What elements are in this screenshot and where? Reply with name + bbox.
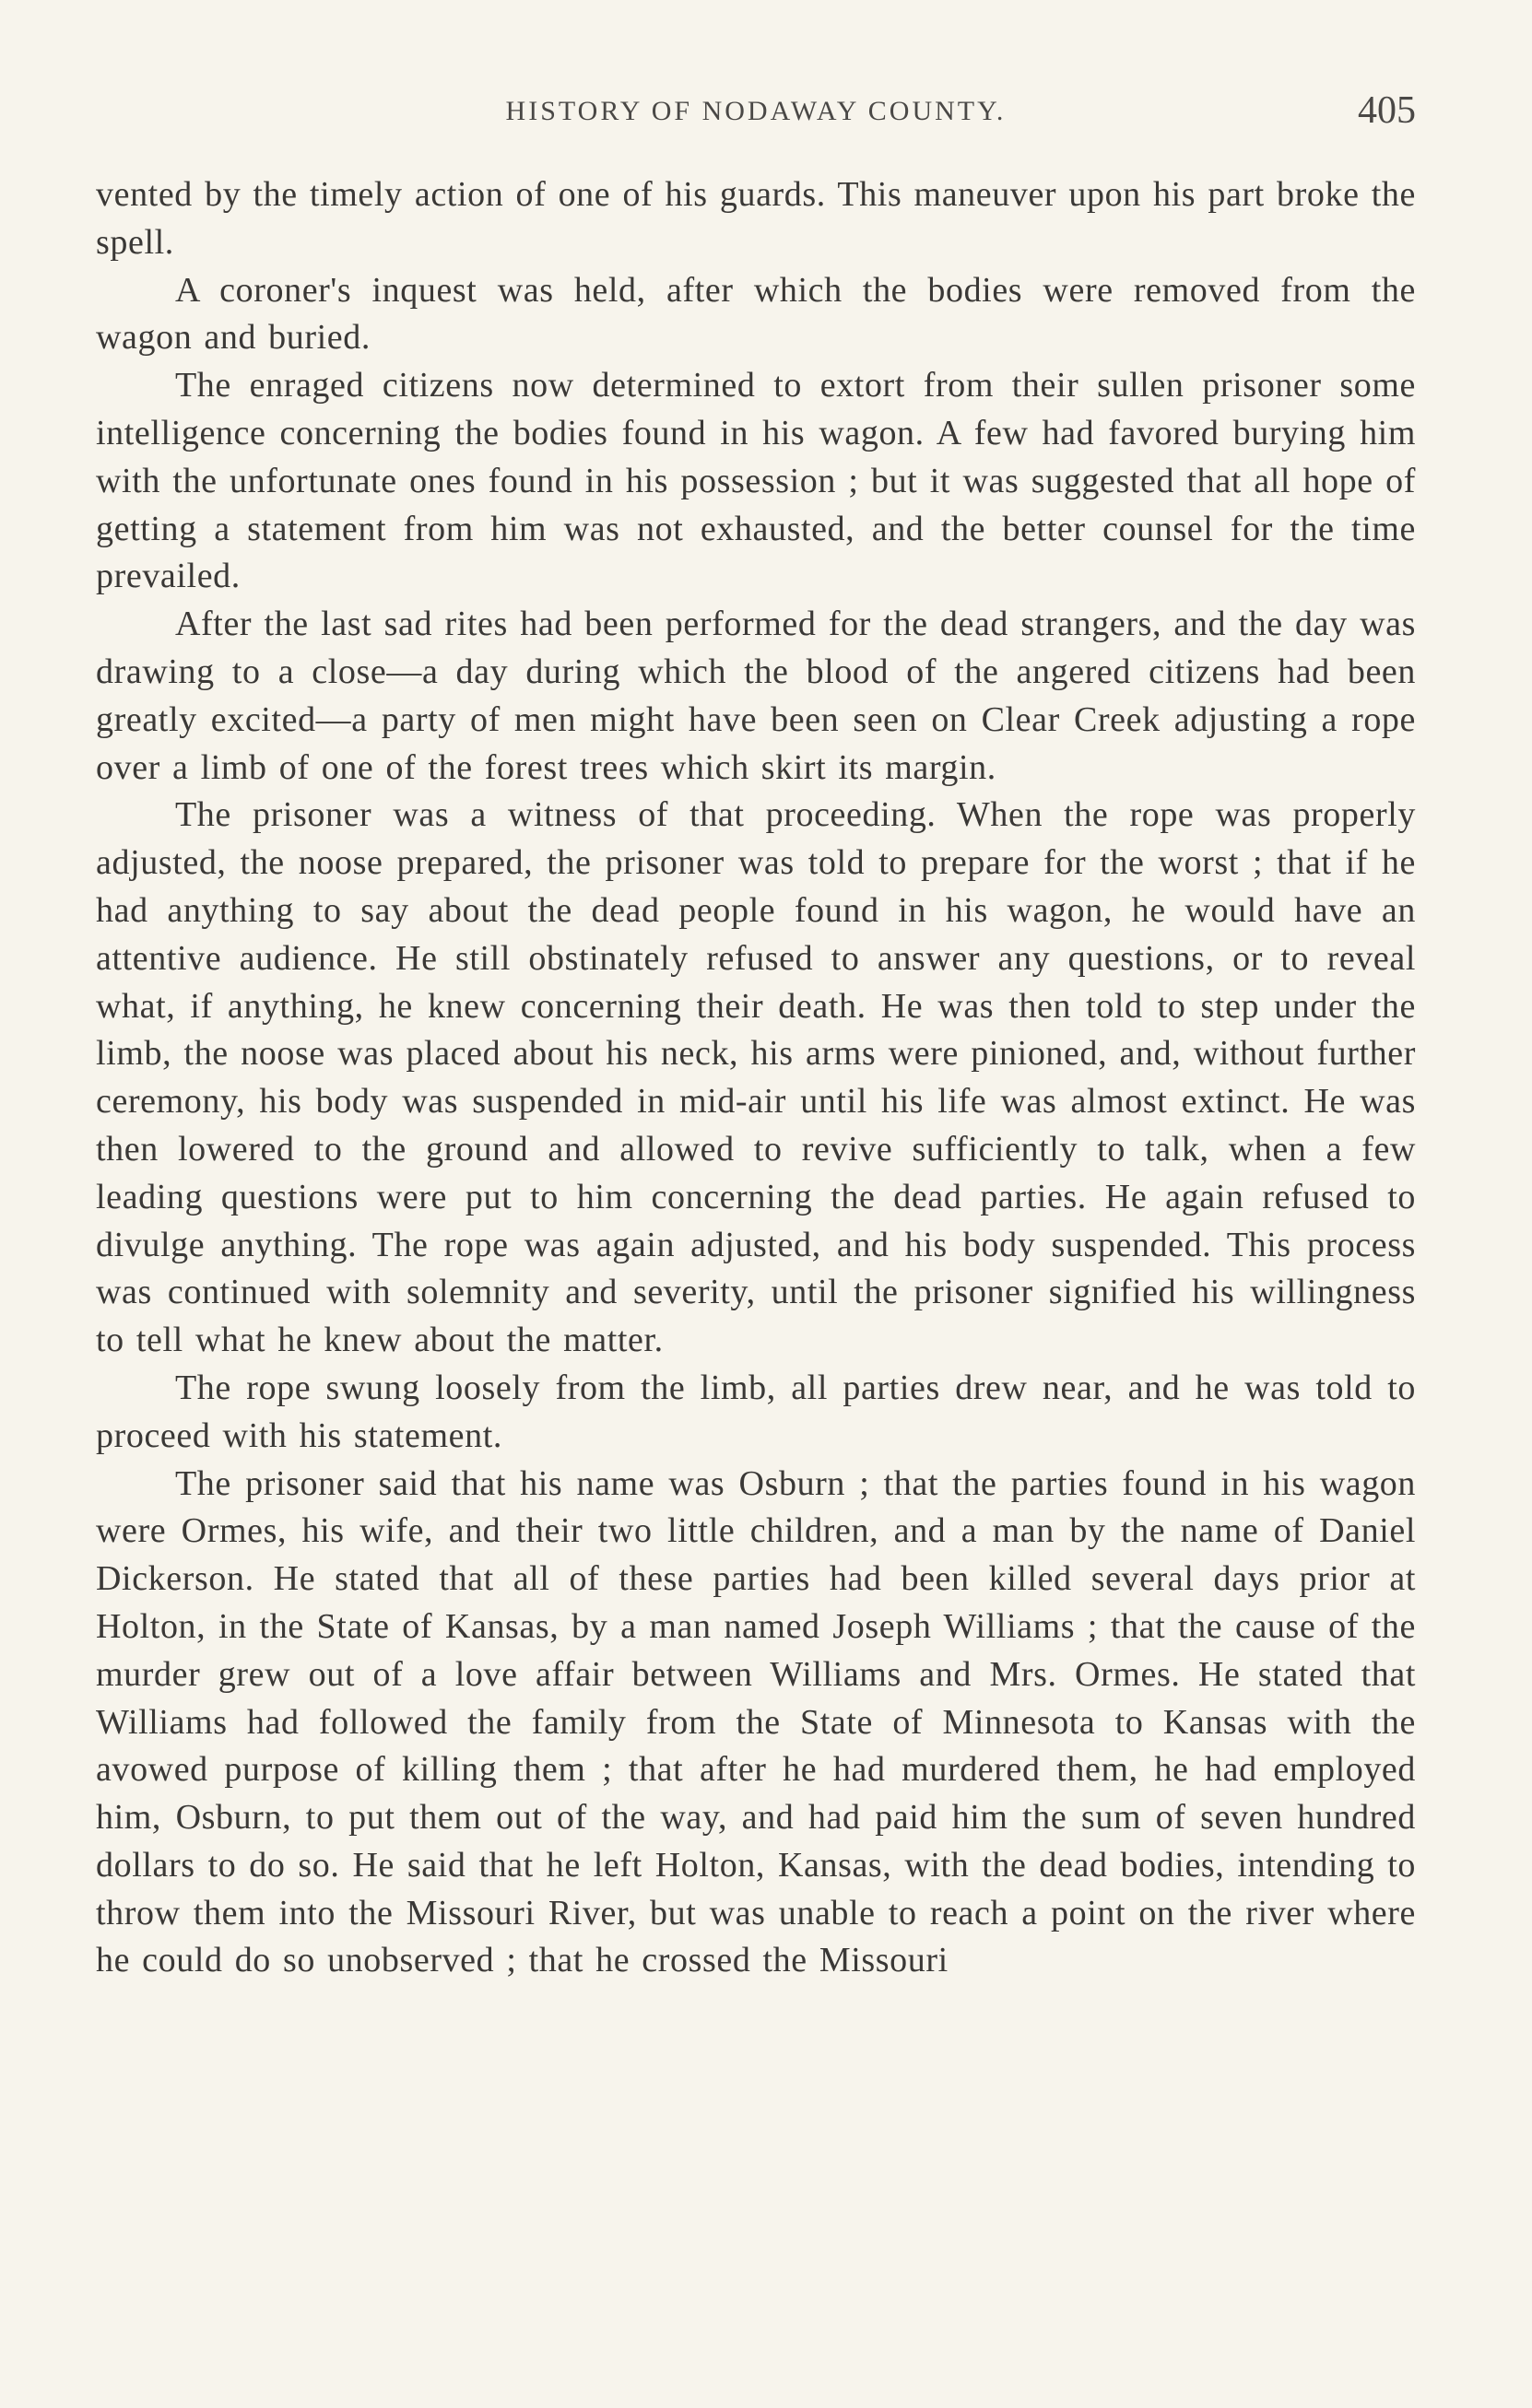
running-header bbox=[96, 88, 1416, 144]
paragraph: The enraged citizens now determined to extort from their sullen prisoner some intelligence concerning the bodies found in his wagon. A few had favored burying him with the unfortunate ones found in his possession ; but it was suggested that all hope of getting a statement from him was not exhausted, and the better counsel for the time prevailed. bbox=[96, 366, 1416, 596]
paragraph: A coroner's inquest was held, after which the bodies were removed from the wagon and buried. bbox=[96, 270, 1416, 358]
paragraph-continuation: vented by the timely action of one of his guards. This maneuver upon his part broke the spell. bbox=[96, 175, 1416, 262]
paragraph: The prisoner was a witness of that proceeding. When the rope was properly adjusted, the noose prepared, the prisoner was told to prepare for the worst ; that if he had anything to say about the dead people found in his wagon, he would have an attentive audience. He still obstinately refused to answer any questions, or to reveal what, if anything, he knew concerning their death. He was then told to step under the limb, the noose was placed about his neck, his arms were pinioned, and, without further ceremony, his body was suspended in mid-air until his life was almost extinct. He was then lowered to the ground and allowed to revive sufficiently to talk, when a few leading questions were put to him concerning the dead parties. He again refused to divulge anything. The rope was again adjusted, and his body suspended. This process was continued with solemnity and severity, until the prisoner signified his willingness to tell what he knew about the matter. bbox=[96, 795, 1416, 1360]
paragraph: The prisoner said that his name was Osburn ; that the parties found in his wagon were Ormes, his wife, and their two little children, and a man by the name of Daniel Dickerson. He stated that all of these parties had been killed several days prior at Holton, in the State of Kansas, by a man named Joseph Williams ; that the cause of the murder grew out of a love affair between Williams and Mrs. Ormes. He stated that Williams had followed the family from the State of Minnesota to Kansas with the avowed purpose of killing them ; that after he had murdered them, he had employed him, Osburn, to put them out of the way, and had paid him the sum of seven hundred dollars to do so. He said that he left Holton, Kansas, with the dead bodies, intending to throw them into the Missouri River, but was unable to reach a point on the river where he could do so unobserved ; that he crossed the Missouri bbox=[96, 1463, 1416, 1980]
paragraph: After the last sad rites had been performed for the dead strangers, and the day was drawing to a close—a day during which the blood of the angered citizens had been greatly excited—a party of men might have been seen on Clear Creek adjusting a rope over a limb of one of the forest trees which skirt its margin. bbox=[96, 605, 1416, 787]
running-title: HISTORY OF NODAWAY COUNTY. bbox=[505, 96, 1007, 126]
paragraph: The rope swung loosely from the limb, all parties drew near, and he was told to proceed with his statement. bbox=[96, 1368, 1416, 1455]
page-number: 405 bbox=[1358, 89, 1416, 132]
body-text bbox=[96, 171, 1416, 1985]
